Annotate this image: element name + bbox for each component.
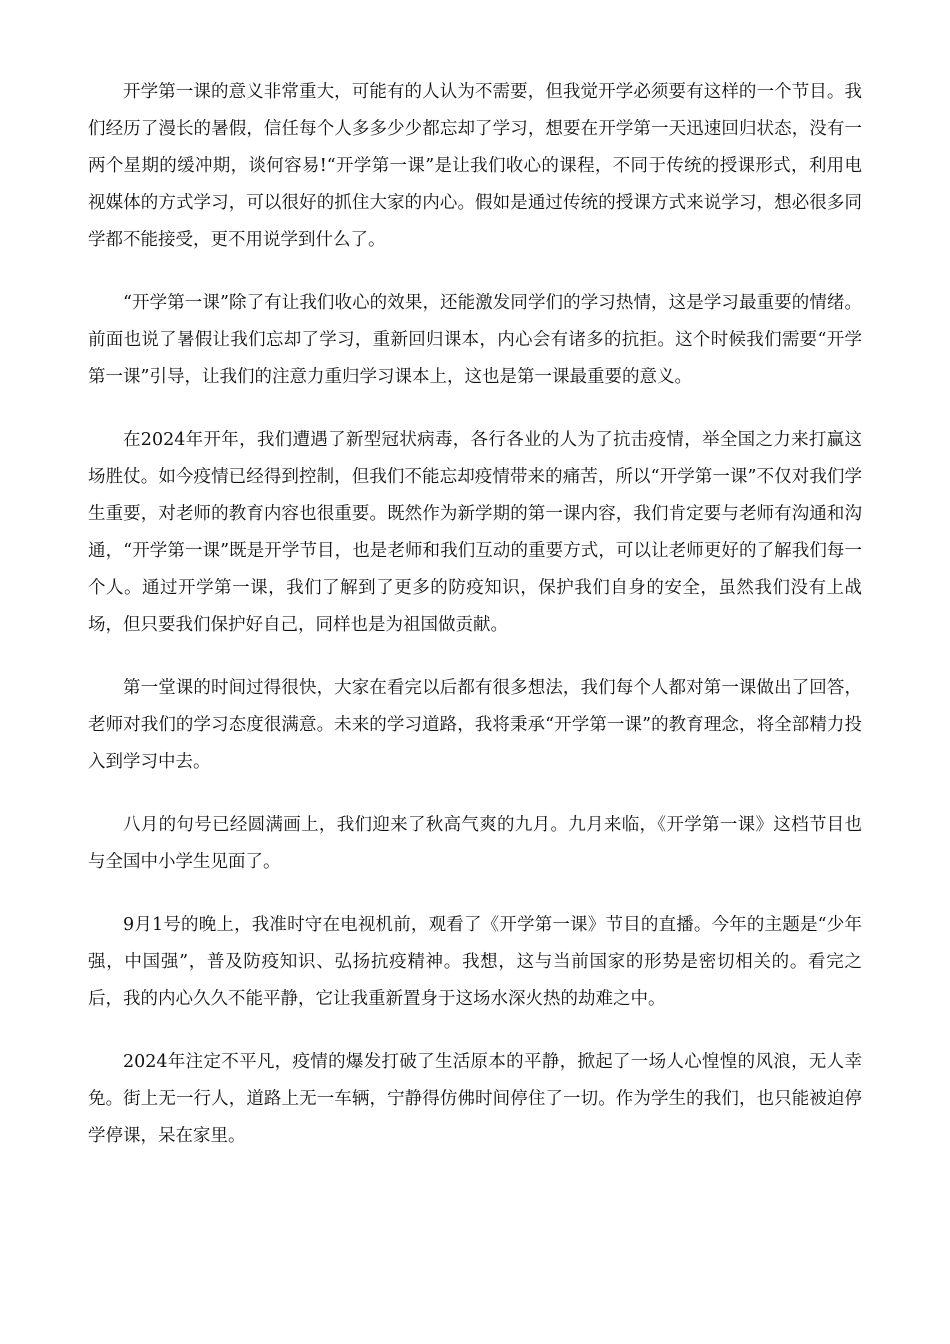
paragraph-7: 2024年注定不平凡，疫情的爆发打破了生活原本的平静，掀起了一场人心惶惶的风浪，无人幸免。街上无一行人，道路上无一车辆，宁静得仿佛时间停住了一切。作为学生的我们，也只能被迫停学停课，呆在家里。 <box>88 1052 862 1146</box>
paragraph-3: 在2024年开年，我们遭遇了新型冠状病毒，各行各业的人为了抗击疫情，举全国之力来打赢这场胜仗。如今疫情已经得到控制，但我们不能忘却疫情带来的痛苦，所以“开学第一课”不仅对我们学生重要，对老师的教育内容也很重要。既然作为新学期的第一课内容，我们肯定要与老师有沟通和沟通，“开学第一课”既是开学节目，也是老师和我们互动的重要方式，可以让老师更好的了解我们每一个人。通过开学第一课，我们了解到了更多的防疫知识，保护我们自身的安全，虽然我们没有上战场，但只要我们保护好自己，同样也是为祖国做贡献。 <box>88 430 862 635</box>
paragraph-4: 第一堂课的时间过得很快，大家在看完以后都有很多想法，我们每个人都对第一课做出了回答，老师对我们的学习态度很满意。未来的学习道路，我将秉承“开学第一课”的教育理念，将全部精力投入到学习中去。 <box>88 678 862 772</box>
paragraph-2: “开学第一课”除了有让我们收心的效果，还能激发同学们的学习热情，这是学习最重要的情绪。前面也说了暑假让我们忘却了学习，重新回归课本，内心会有诸多的抗拒。这个时候我们需要“开学第一课”引导，让我们的注意力重归学习课本上，这也是第一课最重要的意义。 <box>88 293 862 387</box>
paragraph-1: 开学第一课的意义非常重大，可能有的人认为不需要，但我觉开学必须要有这样的一个节目。我们经历了漫长的暑假，信任每个人多多少少都忘却了学习，想要在开学第一天迅速回归状态，没有一两个星期的缓冲期，谈何容易!“开学第一课”是让我们收心的课程，不同于传统的授课形式，利用电视媒体的方式学习，可以很好的抓住大家的内心。假如是通过传统的授课方式来说学习，想必很多同学都不能接受，更不用说学到什么了。 <box>88 82 862 250</box>
paragraph-5: 八月的句号已经圆满画上，我们迎来了秋高气爽的九月。九月来临，《开学第一课》这档节目也与全国中小学生见面了。 <box>88 815 862 872</box>
paragraph-6: 9月1号的晚上，我准时守在电视机前，观看了《开学第一课》节目的直播。今年的主题是“少年强，中国强”，普及防疫知识、弘扬抗疫精神。我想，这与当前国家的形势是密切相关的。看完之后，我的内心久久不能平静，它让我重新置身于这场水深火热的劫难之中。 <box>88 915 862 1009</box>
